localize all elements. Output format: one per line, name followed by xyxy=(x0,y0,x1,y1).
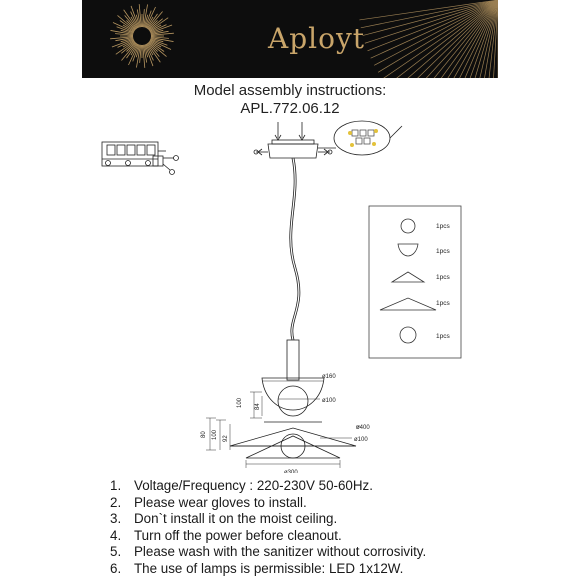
dim-d160: ø160 xyxy=(322,374,336,380)
dim-d400: ø400 xyxy=(356,425,370,431)
dim-h84: 84 xyxy=(255,403,261,410)
brand-logo-text: Aployt xyxy=(268,22,366,55)
parts-list xyxy=(369,206,461,358)
sphere-icon xyxy=(400,327,416,343)
bowl-shade-icon xyxy=(398,244,418,256)
list-item: 5. Please wash with the sanitizer without corrosivity. xyxy=(110,544,427,560)
ceiling-canopy-icon xyxy=(254,122,332,158)
part-qty: 1pcs xyxy=(436,333,450,340)
dim-d100-lower: ø100 xyxy=(354,437,368,443)
brand-banner xyxy=(82,0,498,78)
part-qty: 1pcs xyxy=(436,248,450,255)
model-number: APL.772.06.12 xyxy=(240,100,340,117)
small-cone-shade-icon xyxy=(392,272,424,282)
part-qty: 1pcs xyxy=(436,274,450,281)
wide-cone-shade-icon xyxy=(380,298,436,310)
assembly-drawing xyxy=(0,118,580,473)
dim-d100-upper: ø100 xyxy=(322,398,336,404)
list-item: 2. Please wear gloves to install. xyxy=(110,494,307,510)
page-title: Model assembly instructions: xyxy=(193,82,387,99)
dim-h100: 100 xyxy=(237,397,243,408)
list-item: 6. The use of lamps is permissible: LED 1x12W. xyxy=(110,560,404,576)
sphere-icon xyxy=(401,219,415,233)
wiring-diagram-icon xyxy=(102,142,179,175)
dim-h92: 92 xyxy=(223,435,229,442)
part-qty: 1pcs xyxy=(436,223,450,230)
list-item: 4. Turn off the power before cleanout. xyxy=(110,527,342,543)
dim-h80: 80 xyxy=(201,431,207,438)
list-item: 1. Voltage/Frequency : 220-230V 50-60Hz. xyxy=(110,478,373,493)
part-qty: 1pcs xyxy=(436,300,450,307)
list-item: 3. Don`t install it on the moist ceiling. xyxy=(110,511,338,527)
instructions-list xyxy=(110,478,426,578)
dim-h100b: 100 xyxy=(212,429,218,440)
dim-d300: ø300 xyxy=(284,470,298,473)
